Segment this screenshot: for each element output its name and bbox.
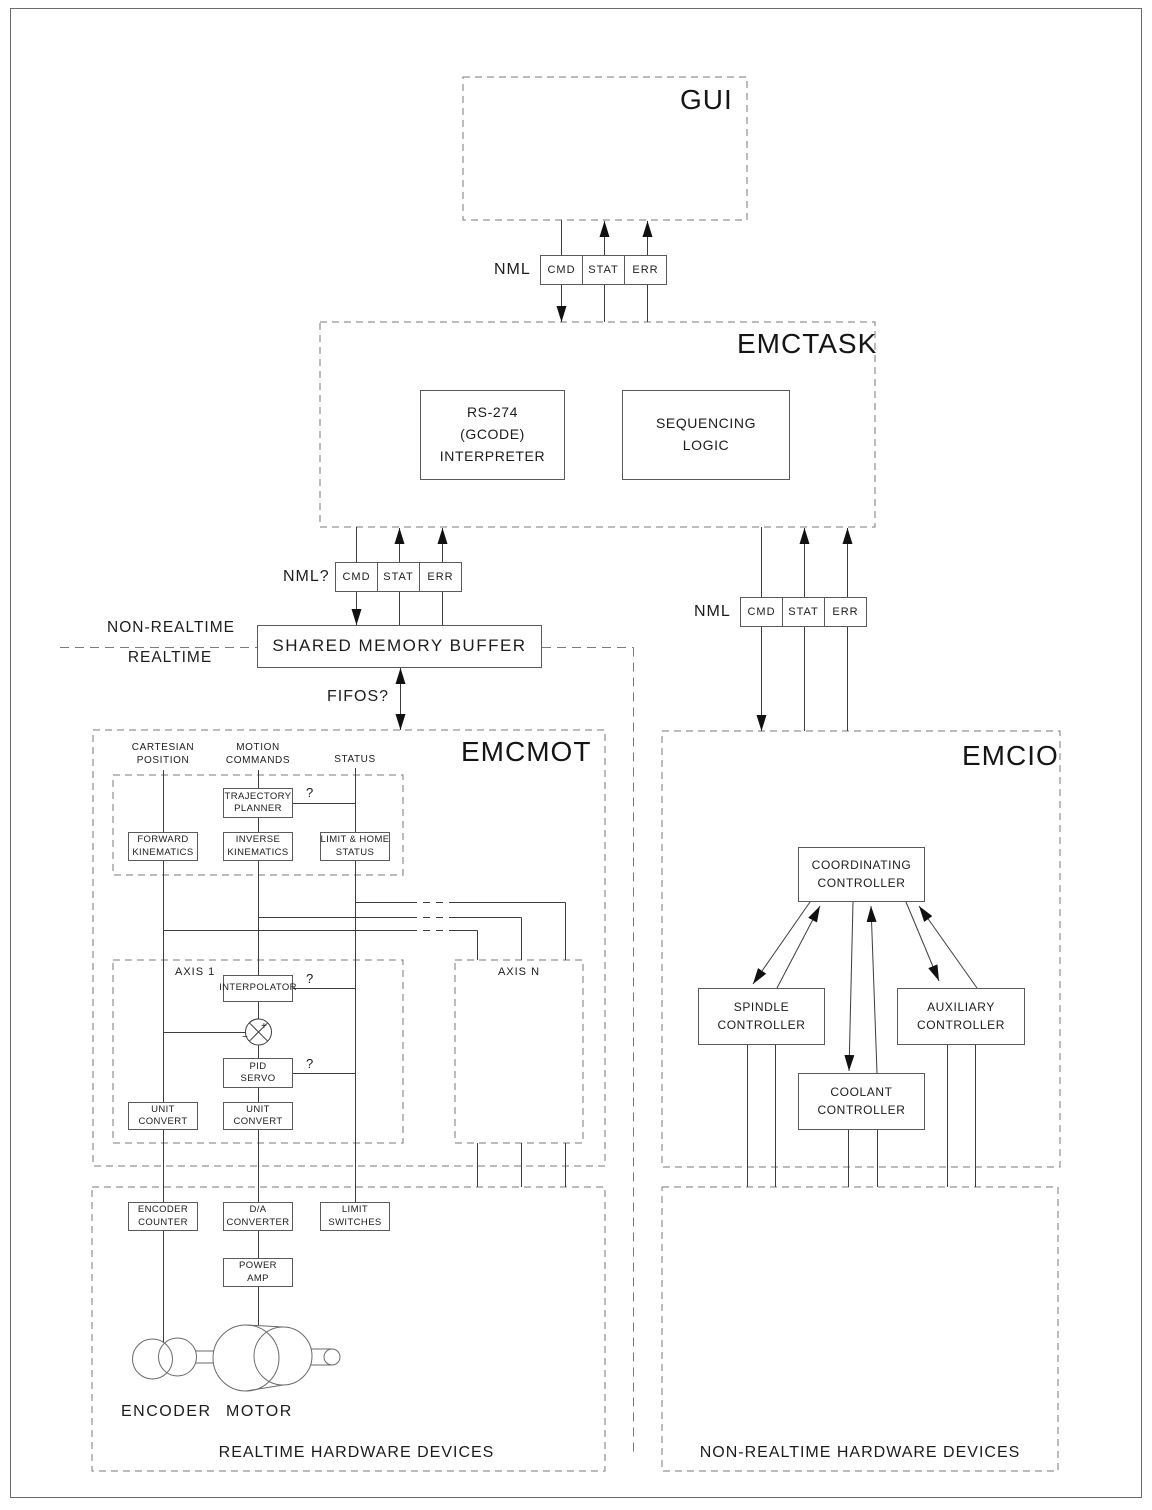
coolant-controller-box (798, 1073, 925, 1130)
unit-convert-feedback-box (128, 1102, 198, 1130)
trajectory-status-question-mark: ? (306, 785, 314, 800)
coordinating-controller-line1: COORDINATING (811, 858, 912, 873)
motion-label-line2: COMMANDS (225, 755, 291, 766)
nonrealtime-hardware-devices-title: NON-REALTIME HARDWARE DEVICES (699, 1444, 1021, 1461)
interpolator-label: INTERPOLATOR (219, 982, 297, 994)
realtime-boundary-line (60, 648, 634, 1456)
nml-right-channel-row (740, 597, 867, 627)
fifos-label: FIFOS? (327, 688, 390, 705)
power-amp-line2: AMP (247, 1272, 269, 1284)
cartesian-label-line1: CARTESIAN (131, 742, 195, 753)
coolant-controller-line2: CONTROLLER (817, 1102, 906, 1117)
limit-home-status-line2: STATUS (335, 846, 375, 858)
inverse-kinematics-box (223, 832, 293, 861)
limit-switches-line1: LIMIT (341, 1204, 369, 1216)
nml-left-stat-cell: STAT (377, 562, 420, 592)
limit-home-status-line1: LIMIT & HOME (320, 834, 390, 846)
gcode-interpreter-line2: (GCODE) (460, 426, 525, 443)
motor-drawing (213, 1325, 340, 1391)
realtime-hardware-devices-title: REALTIME HARDWARE DEVICES (218, 1444, 495, 1461)
emctask-title: EMCTASK (737, 328, 878, 359)
spindle-controller-box (698, 988, 825, 1045)
coordinating-controller-box (798, 847, 925, 902)
power-amp-line1: POWER (239, 1260, 277, 1272)
pid-servo-box (223, 1058, 293, 1088)
spindle-controller-line2: CONTROLLER (717, 1017, 806, 1032)
spindle-controller-line1: SPINDLE (733, 1000, 790, 1015)
nml-right-err-cell: ERR (824, 597, 867, 627)
emcmot-title: EMCMOT (461, 736, 592, 767)
emcio-title: EMCIO (962, 740, 1059, 771)
nml-right-arrows (762, 527, 848, 731)
nml-left-cmd-cell: CMD (335, 562, 378, 592)
pid-servo-line2: SERVO (240, 1073, 276, 1084)
interpolator-box (219, 975, 297, 1002)
sequencing-logic-box (622, 390, 790, 480)
nml-top-label: NML (494, 261, 531, 278)
axis-n-routing-lines (164, 903, 566, 1188)
non-realtime-boundary-label: NON-REALTIME (107, 619, 235, 636)
nml-right-stat-cell: STAT (782, 597, 825, 627)
sequencing-logic-line2: LOGIC (682, 437, 730, 453)
nml-top-err-cell: ERR (624, 255, 667, 285)
nonrealtime-hw-outline (662, 1187, 1058, 1471)
axis1-label: AXIS 1 (175, 966, 216, 978)
forward-kinematics-box (128, 832, 198, 861)
motion-label-line1: MOTION (236, 742, 280, 753)
nml-right-label: NML (694, 603, 731, 620)
sequencing-logic-line1: SEQUENCING (655, 415, 757, 432)
nml-left-err-cell: ERR (419, 562, 462, 592)
nml-right-cmd-cell: CMD (740, 597, 783, 627)
coolant-controller-line1: COOLANT (830, 1085, 893, 1100)
summing-junction (164, 1019, 272, 1045)
encoder-counter-box (128, 1202, 198, 1231)
pid-servo-line1: PID (249, 1060, 267, 1072)
unit-convert-line2: CONVERT (138, 1116, 188, 1127)
interpolator-status-question-mark: ? (306, 971, 314, 986)
coordinating-controller-line2: CONTROLLER (817, 875, 906, 890)
encoder-label: ENCODER (121, 1403, 212, 1420)
da-converter-line2: CONVERTER (226, 1216, 290, 1228)
unit-convert-line1: UNIT (246, 1103, 270, 1115)
realtime-boundary-label: REALTIME (127, 649, 213, 666)
trajectory-planner-line2: PLANNER (234, 803, 282, 814)
inverse-kinematics-line2: KINEMATICS (227, 846, 289, 858)
limit-switches-box (320, 1202, 390, 1231)
nml-top-cmd-cell: CMD (540, 255, 583, 285)
encoder-drawing (133, 1338, 215, 1379)
unit-convert-line2: CONVERT (233, 1116, 283, 1127)
forward-kinematics-line1: FORWARD (137, 834, 189, 846)
forward-kinematics-line2: KINEMATICS (132, 846, 194, 858)
da-converter-box (223, 1202, 293, 1231)
encoder-counter-line1: ENCODER (137, 1204, 189, 1216)
summing-minus-sign: − (242, 1032, 248, 1043)
shared-memory-buffer-box (257, 625, 542, 668)
motor-label: MOTOR (226, 1403, 293, 1420)
power-amp-box (223, 1258, 293, 1287)
trajectory-planner-line1: TRAJECTORY (224, 790, 292, 802)
shared-memory-buffer-label: SHARED MEMORY BUFFER (272, 636, 527, 656)
limit-home-status-box (320, 832, 390, 861)
status-column-label: STATUS (334, 754, 376, 765)
cartesian-label-line2: POSITION (136, 755, 190, 766)
inverse-kinematics-line1: INVERSE (235, 834, 281, 846)
nml-top-stat-cell: STAT (582, 255, 625, 285)
cartesian-position-column-label (118, 741, 208, 767)
limit-switches-line2: SWITCHES (328, 1216, 382, 1228)
nml-left-channel-row (335, 562, 462, 592)
auxiliary-controller-line1: AUXILIARY (927, 1000, 995, 1015)
auxiliary-controller-box (897, 988, 1025, 1045)
unit-convert-line1: UNIT (151, 1103, 175, 1115)
axisn-group-outline (455, 960, 583, 1143)
auxiliary-controller-line2: CONTROLLER (916, 1017, 1005, 1032)
motion-commands-column-label (213, 741, 303, 767)
summing-plus-sign: + (261, 1021, 267, 1032)
encoder-counter-line2: COUNTER (138, 1216, 188, 1228)
unit-convert-output-box (223, 1102, 293, 1130)
axisn-label: AXIS N (497, 966, 541, 978)
nml-left-label: NML? (283, 568, 330, 585)
da-converter-line1: D/A (249, 1204, 267, 1216)
gcode-interpreter-line1: RS-274 (466, 404, 519, 421)
emcmot-box-outline (93, 730, 605, 1166)
pid-status-question-mark: ? (306, 1056, 314, 1071)
gcode-interpreter-line3: INTERPRETER (439, 447, 546, 464)
nml-top-channel-row (540, 255, 667, 285)
gui-title: GUI (680, 84, 733, 115)
gcode-interpreter-box (420, 390, 565, 480)
trajectory-planner-box (223, 788, 293, 818)
